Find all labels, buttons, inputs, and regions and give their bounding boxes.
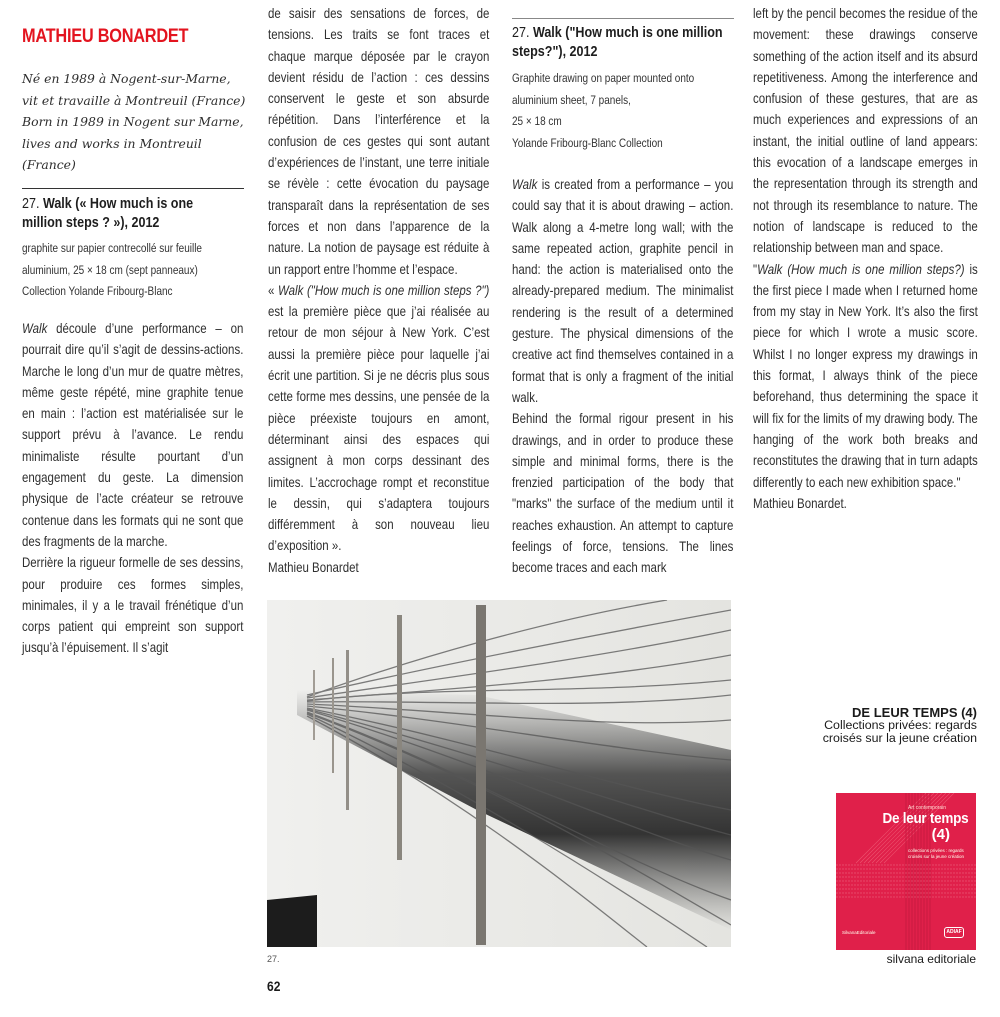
bio-line-fr-2: vit et travaille à Montreuil (France) — [22, 92, 246, 108]
paragraph: de saisir des sensations de forces, de tensions. Les traits se font traces et chaque marque déposée par le crayon devient résidu de l’action : ces dessins conservent le geste et son absurde répétition. Dans l’interférence et la confusion de ces gestes qui sont autant d’expériences de l’instant, une terre initiale se révèle : cette évocation du paysage transparaît dans la représentation de ses forces et non dans l’apparence de la nature. La notion de paysage est réduite à un rapport entre l’homme et l’espace. — [268, 6, 490, 277]
walk-italic: Walk — [22, 321, 48, 336]
paragraph — [22, 318, 243, 552]
paragraph — [512, 174, 733, 408]
artwork-number: 27. — [512, 25, 530, 41]
artwork-title-line1: Walk ("How much is one million — [532, 25, 723, 41]
quote-title-italic: Walk (How much is one million steps?) — [757, 261, 965, 277]
quote-mark: " — [753, 261, 758, 277]
graphite-drawing-image — [267, 600, 731, 947]
meta-panels: aluminium sheet, 7 panels, — [512, 92, 631, 107]
quote-text: is the first piece I made when I returned home from my stay in New York. It’s also the first piece for which I wrote a music score. Whilst I no longer express my drawings in this format, I always think of the piece beforehand, thus determining the space it will fix for the limits of my drawing body. The hanging of the work both breaks and reconstitutes the drawing that in turn adapts differently to each new exhibition space." — [753, 261, 978, 490]
book-cover-image — [836, 793, 976, 950]
artwork-title-fr — [22, 195, 246, 233]
paragraph: Derrière la rigueur formelle de ses dessins, pour produire ces formes simples, minimales, il y a le travail frénétique d’un corps patient qui empreint son support jusqu’à l’épuisement. Il s’agit — [22, 555, 244, 656]
book-subtitle-line2: croisés sur la jeune création — [822, 731, 977, 745]
cover-publisher: SilvanaEditoriale — [842, 930, 876, 935]
quote-title-italic: Walk ("How much is one million steps ?") — [278, 282, 490, 298]
meta-medium: graphite sur papier contrecollé sur feuille — [22, 241, 202, 255]
adiaf-logo-icon: ADIAF — [944, 927, 964, 938]
signature: Mathieu Bonardet. — [753, 495, 847, 511]
cover-subtitle: collections privées : regards croisés sur la jeune création — [908, 848, 965, 859]
meta-dimensions: aluminium, 25 × 18 cm (sept panneaux) — [22, 262, 198, 277]
artist-bio — [22, 68, 252, 176]
signature: Mathieu Bonardet — [268, 559, 359, 575]
meta-collection: Yolande Fribourg-Blanc Collection — [512, 135, 663, 150]
bio-line-en-2: lives and works in Montreuil (France) — [22, 135, 202, 172]
page-number: 62 — [267, 978, 281, 994]
cover-number: (4) — [931, 826, 950, 843]
walk-italic: Walk — [512, 177, 538, 192]
paragraph: left by the pencil becomes the residue of the movement: these drawings conserve something of the action itself and its absurd repetitiveness. Among the interference and confusion of these gestures, that are as much experiences and expressions of an instant, the initial outline of land appears: this evocation of a landscape emerges in the representation through its strength and not through its resemblance to nature. The notion of landscape is reduced to the relationship between man and space. — [753, 6, 978, 256]
meta-collection: Collection Yolande Fribourg-Blanc — [22, 284, 173, 298]
cover-small-text: Art contemporain — [908, 805, 947, 811]
cover-title: De leur temps — [882, 810, 968, 827]
body-text-fr-col1 — [22, 318, 243, 659]
artist-name-heading: MATHIEU BONARDET — [22, 26, 189, 47]
artwork-title-line1: Walk (« How much is one — [42, 196, 194, 212]
body-text-en-col4 — [753, 3, 978, 514]
publisher-name: silvana editoriale — [886, 952, 976, 966]
paragraph-text: découle d’une performance – on pourrait dire qu’il s’agit de dessins-actions. Marche le long d’un mur de quatre mètres, même geste répété, mine graphite tenue en main : l’action est matérialisée sur le support prévu à l’avance. Le rendu minimaliste résulte pourtant d’un engagement du geste. La dimension physique de l’acte créateur se retrouve contenue dans les formats qui ne sont que des fragments de la marche. — [22, 321, 244, 549]
bio-line-fr-1: Né en 1989 à Nogent-sur-Marne, — [22, 71, 231, 86]
meta-dimensions: 25 × 18 cm — [512, 114, 562, 128]
paragraph-text: is created from a performance – you could say that it is about drawing – action. Walk along a 4-metre long wall; with the same repeated action, graphite pencil in hand: the action is materialised onto the already-prepared medium. The minimalist rendering is the result of a determined gesture. The physical dimensions of the creative act find themselves contained in a format that is only a fragment of the initial walk. — [512, 177, 734, 405]
divider-rule-fr — [22, 188, 244, 189]
artwork-meta-en — [512, 68, 742, 154]
artwork-number: 27. — [22, 196, 40, 212]
body-text-en-col3 — [512, 174, 733, 579]
book-subtitle-line1: Collections privées: regards — [824, 718, 977, 732]
quote-text: est la première pièce que j’ai réalisée au retour de mon séjour à New York. C’est aussi la première pièce pour laquelle j’ai écrit une partition. Si je ne décris plus sous cette forme mes dessins, une pensée de la pièce préexiste toujours en amont, déterminant ainsi des espaces qui assignent à mon corps dessinant des limites. L’accrochage rompt et reconstitue le dessin, qui s’adaptera toujours différemment à son nouveau lieu d’exposition ». — [268, 304, 490, 554]
paragraph: Behind the formal rigour present in his drawings, and in order to produce these simple and minimal forms, there is the frenzied participation of the body that "marks" the surface of the medium until it reaches exhaustion. An attempt to capture feelings of force, tensions. The lines become traces and each mark — [512, 411, 734, 576]
divider-rule-en — [512, 18, 734, 19]
book-title: DE LEUR TEMPS (4) — [852, 705, 977, 720]
quote-paragraph — [268, 280, 489, 557]
photo-caption: 27. — [267, 954, 280, 964]
quote-mark: « — [268, 282, 279, 298]
meta-medium: Graphite drawing on paper mounted onto — [512, 71, 695, 85]
artwork-meta-fr — [22, 238, 252, 303]
quote-paragraph — [753, 259, 978, 493]
bio-line-en-1: Born in 1989 in Nogent sur Marne, — [22, 114, 244, 129]
book-label — [777, 706, 977, 745]
artwork-title-line2: million steps ? »), 2012 — [22, 215, 160, 231]
artwork-title-line2: steps?"), 2012 — [512, 44, 598, 60]
artwork-title-en — [512, 24, 736, 62]
artwork-photo — [267, 600, 731, 947]
body-text-fr-col2 — [268, 3, 489, 578]
